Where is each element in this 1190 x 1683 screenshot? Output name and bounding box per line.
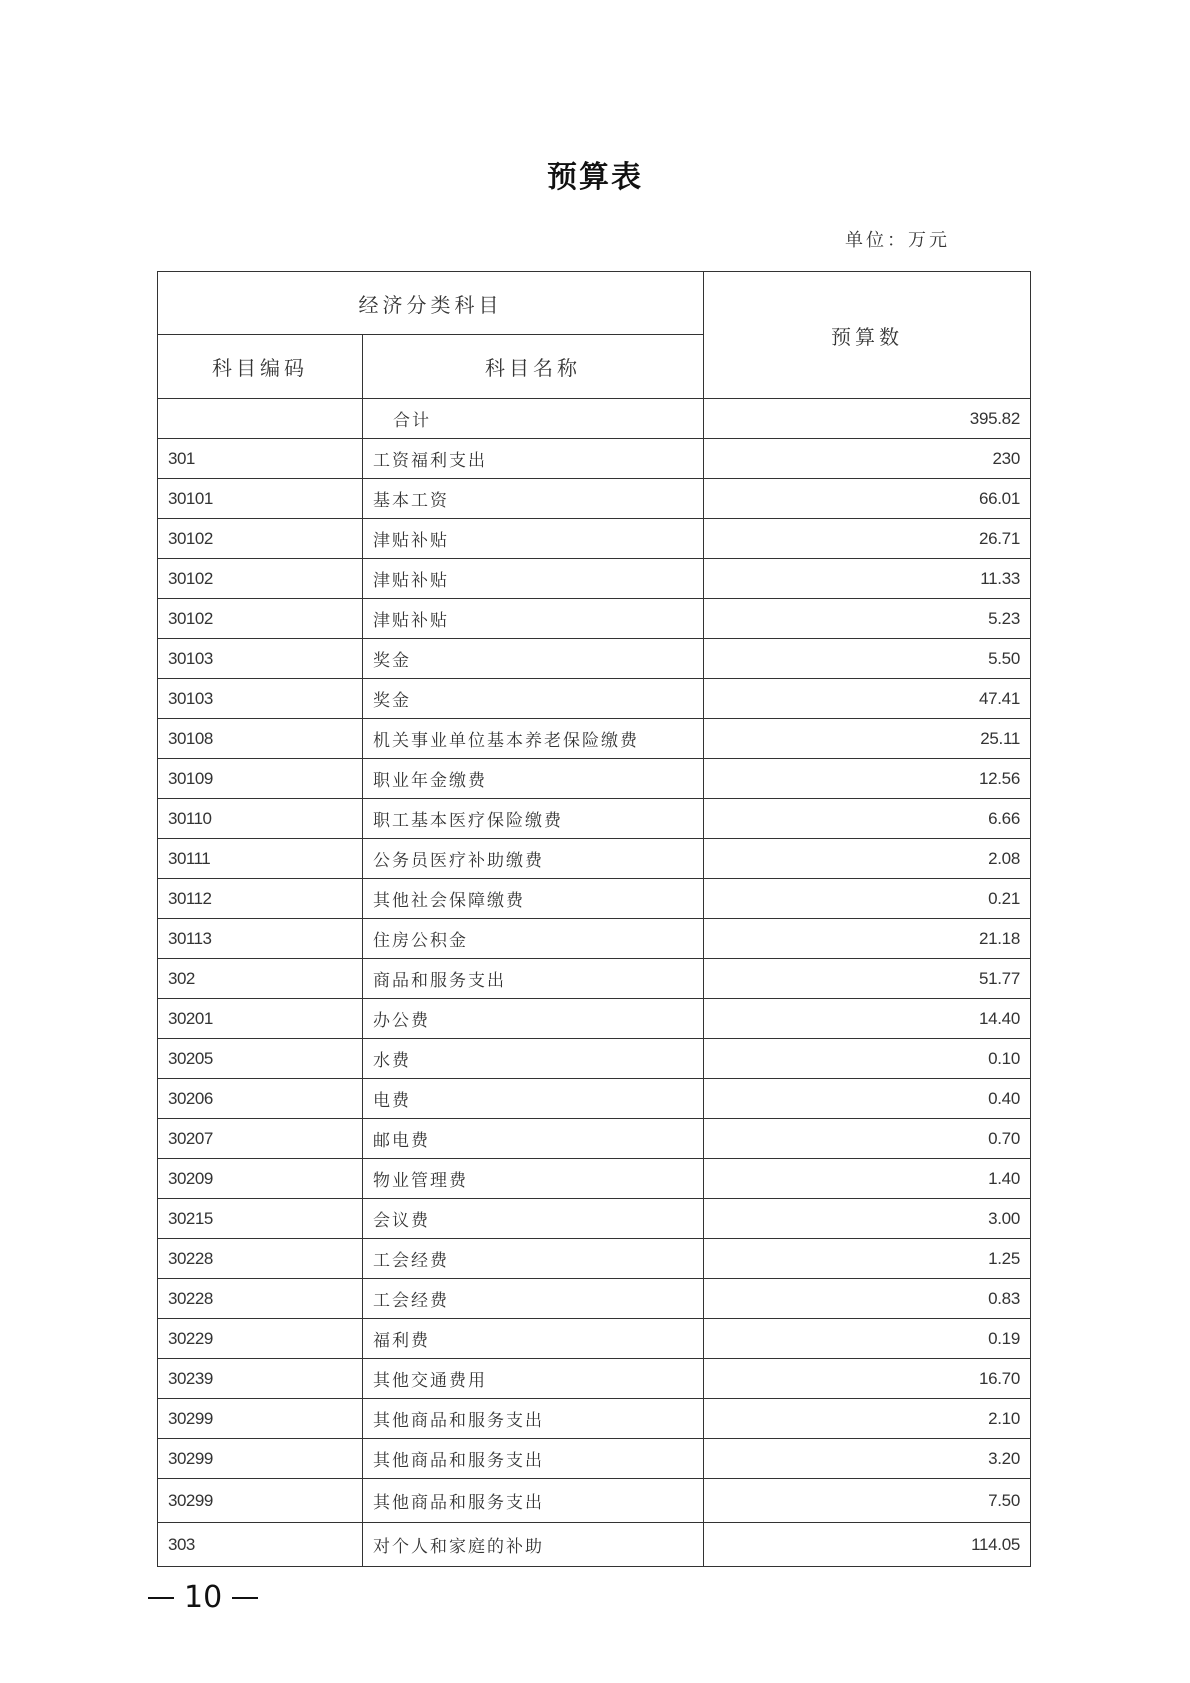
table-row — [158, 719, 1031, 759]
cell-budget-amount: 1.40 — [704, 1159, 1031, 1199]
cell-item-code: 30209 — [158, 1159, 363, 1199]
cell-item-code: 30299 — [158, 1399, 363, 1439]
cell-item-code: 30112 — [158, 879, 363, 919]
cell-budget-amount: 114.05 — [704, 1523, 1031, 1567]
cell-item-code: 30206 — [158, 1079, 363, 1119]
cell-item-code: 30109 — [158, 759, 363, 799]
cell-budget-amount: 2.10 — [704, 1399, 1031, 1439]
cell-item-name: 其他商品和服务支出 — [363, 1439, 704, 1479]
table-row — [158, 959, 1031, 999]
cell-item-name: 其他社会保障缴费 — [363, 879, 704, 919]
table-row — [158, 879, 1031, 919]
table-row — [158, 1119, 1031, 1159]
cell-item-name: 办公费 — [363, 999, 704, 1039]
cell-budget-amount: 0.21 — [704, 879, 1031, 919]
table-row — [158, 839, 1031, 879]
table-row — [158, 1279, 1031, 1319]
cell-item-name: 津贴补贴 — [363, 519, 704, 559]
cell-item-code: 30102 — [158, 519, 363, 559]
header-economic-category: 经济分类科目 — [158, 272, 704, 335]
header-item-code: 科目编码 — [158, 335, 363, 399]
cell-budget-amount: 47.41 — [704, 679, 1031, 719]
cell-budget-amount: 21.18 — [704, 919, 1031, 959]
total-row — [158, 399, 1031, 439]
cell-item-code: 30207 — [158, 1119, 363, 1159]
cell-item-name: 邮电费 — [363, 1119, 704, 1159]
cell-item-code: 30228 — [158, 1239, 363, 1279]
cell-budget-amount: 6.66 — [704, 799, 1031, 839]
cell-item-name: 职工基本医疗保险缴费 — [363, 799, 704, 839]
cell-item-code: 302 — [158, 959, 363, 999]
total-label: 合计 — [363, 399, 704, 439]
cell-budget-amount: 12.56 — [704, 759, 1031, 799]
table-row — [158, 679, 1031, 719]
table-row — [158, 1359, 1031, 1399]
cell-item-code: 301 — [158, 439, 363, 479]
cell-item-code: 30201 — [158, 999, 363, 1039]
cell-item-name: 工资福利支出 — [363, 439, 704, 479]
cell-item-name: 其他商品和服务支出 — [363, 1479, 704, 1523]
cell-budget-amount: 7.50 — [704, 1479, 1031, 1523]
cell-item-name: 奖金 — [363, 639, 704, 679]
cell-item-code: 30101 — [158, 479, 363, 519]
cell-item-code: 30103 — [158, 639, 363, 679]
table-row — [158, 799, 1031, 839]
table-row — [158, 1079, 1031, 1119]
table-row — [158, 1239, 1031, 1279]
table-row — [158, 599, 1031, 639]
unit-label: 单位：万元 — [845, 230, 950, 251]
cell-item-code: 30299 — [158, 1439, 363, 1479]
cell-budget-amount: 3.20 — [704, 1439, 1031, 1479]
total-amount: 395.82 — [704, 399, 1031, 439]
cell-budget-amount: 5.23 — [704, 599, 1031, 639]
cell-budget-amount: 0.40 — [704, 1079, 1031, 1119]
cell-item-code: 30102 — [158, 599, 363, 639]
cell-item-code: 30228 — [158, 1279, 363, 1319]
budget-table — [157, 271, 1031, 1567]
cell-budget-amount: 5.50 — [704, 639, 1031, 679]
page-number-value: 10 — [184, 1580, 223, 1615]
cell-budget-amount: 66.01 — [704, 479, 1031, 519]
table-row — [158, 1439, 1031, 1479]
table-row — [158, 999, 1031, 1039]
cell-item-name: 公务员医疗补助缴费 — [363, 839, 704, 879]
table-row — [158, 1039, 1031, 1079]
cell-item-name: 水费 — [363, 1039, 704, 1079]
cell-budget-amount: 1.25 — [704, 1239, 1031, 1279]
cell-item-name: 对个人和家庭的补助 — [363, 1523, 704, 1567]
cell-item-name: 职业年金缴费 — [363, 759, 704, 799]
cell-budget-amount: 0.10 — [704, 1039, 1031, 1079]
cell-item-code: 30102 — [158, 559, 363, 599]
table-row — [158, 519, 1031, 559]
cell-budget-amount: 14.40 — [704, 999, 1031, 1039]
cell-item-name: 机关事业单位基本养老保险缴费 — [363, 719, 704, 759]
cell-item-name: 物业管理费 — [363, 1159, 704, 1199]
cell-item-name: 住房公积金 — [363, 919, 704, 959]
cell-item-code: 30239 — [158, 1359, 363, 1399]
cell-item-code: 303 — [158, 1523, 363, 1567]
cell-item-code: 30205 — [158, 1039, 363, 1079]
cell-budget-amount: 0.19 — [704, 1319, 1031, 1359]
cell-item-name: 津贴补贴 — [363, 599, 704, 639]
cell-item-code: 30113 — [158, 919, 363, 959]
cell-item-code: 30299 — [158, 1479, 363, 1523]
table-row — [158, 1319, 1031, 1359]
cell-item-name: 工会经费 — [363, 1279, 704, 1319]
cell-item-name: 基本工资 — [363, 479, 704, 519]
cell-item-name: 商品和服务支出 — [363, 959, 704, 999]
total-code — [158, 399, 363, 439]
cell-budget-amount: 0.83 — [704, 1279, 1031, 1319]
cell-budget-amount: 26.71 — [704, 519, 1031, 559]
cell-item-name: 会议费 — [363, 1199, 704, 1239]
cell-budget-amount: 230 — [704, 439, 1031, 479]
cell-item-name: 福利费 — [363, 1319, 704, 1359]
table-row — [158, 1523, 1031, 1567]
cell-item-name: 津贴补贴 — [363, 559, 704, 599]
cell-item-code: 30103 — [158, 679, 363, 719]
cell-budget-amount: 2.08 — [704, 839, 1031, 879]
cell-budget-amount: 25.11 — [704, 719, 1031, 759]
page-title: 预算表 — [547, 160, 643, 195]
cell-item-name: 电费 — [363, 1079, 704, 1119]
dash-left — [148, 1597, 174, 1599]
table-row — [158, 1399, 1031, 1439]
table-row — [158, 1159, 1031, 1199]
page-number — [148, 1580, 258, 1615]
cell-item-code: 30108 — [158, 719, 363, 759]
cell-item-name: 其他商品和服务支出 — [363, 1399, 704, 1439]
header-budget-amount: 预算数 — [704, 272, 1031, 399]
cell-item-code: 30110 — [158, 799, 363, 839]
table-row — [158, 479, 1031, 519]
table-row — [158, 919, 1031, 959]
dash-right — [232, 1597, 258, 1599]
table-row — [158, 559, 1031, 599]
table-row — [158, 439, 1031, 479]
cell-budget-amount: 0.70 — [704, 1119, 1031, 1159]
table-row — [158, 1479, 1031, 1523]
cell-item-name: 工会经费 — [363, 1239, 704, 1279]
cell-item-name: 奖金 — [363, 679, 704, 719]
cell-item-code: 30215 — [158, 1199, 363, 1239]
table-row — [158, 759, 1031, 799]
cell-budget-amount: 3.00 — [704, 1199, 1031, 1239]
cell-item-name: 其他交通费用 — [363, 1359, 704, 1399]
cell-budget-amount: 16.70 — [704, 1359, 1031, 1399]
table-row — [158, 639, 1031, 679]
cell-item-code: 30229 — [158, 1319, 363, 1359]
table-row — [158, 1199, 1031, 1239]
cell-item-code: 30111 — [158, 839, 363, 879]
cell-budget-amount: 11.33 — [704, 559, 1031, 599]
header-item-name: 科目名称 — [363, 335, 704, 399]
cell-budget-amount: 51.77 — [704, 959, 1031, 999]
